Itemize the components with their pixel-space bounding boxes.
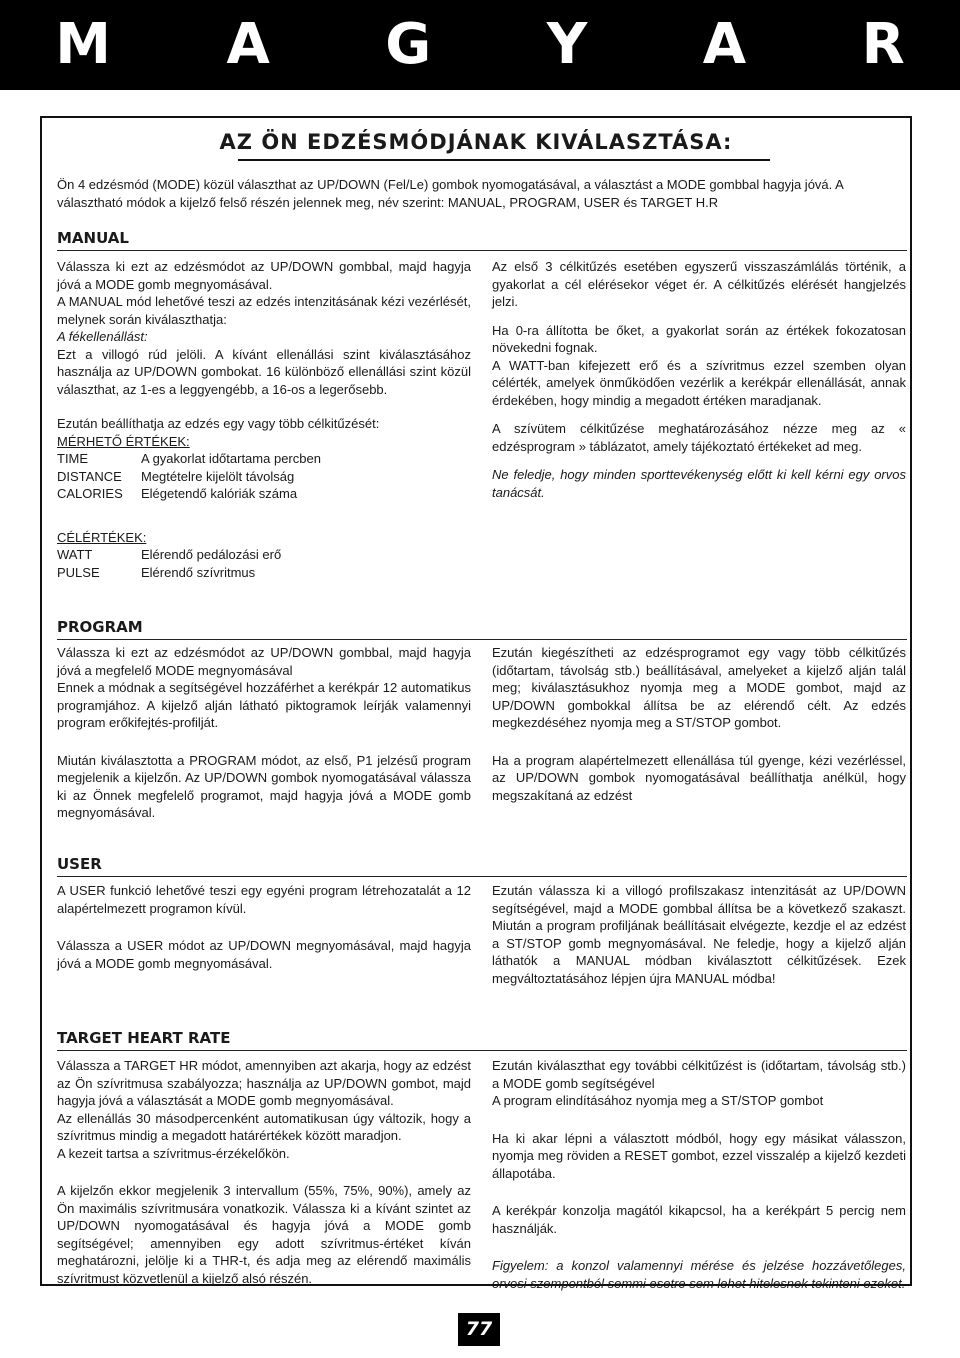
program-left-p2: Ennek a módnak a segítségével hozzáférhet a kerékpár 12 automatikus programjához. A kijelző alján látható piktogramok leírják valamennyi program erőkifejtés-profilját. <box>57 680 471 730</box>
manual-left-column <box>57 258 471 581</box>
target-hr-right-column <box>492 1057 906 1292</box>
target-hr-right-p5-italic: Figyelem: a konzol valamennyi mérése és jelzése hozzávetőleges, orvosi szempontból semmi esetre sem lehet hitelesnek tekinteni ezeket. <box>492 1258 906 1291</box>
manual-left-p3: Ezt a villogó rúd jelöli. A kívánt ellenállási szint kiválasztásához használja az UP/DOWN gombokat. 16 különböző ellenállási szint közül választhat, az 1-es a leggyengébb, a 16-os a legerősebb. <box>57 346 471 397</box>
content-frame <box>40 116 912 1291</box>
user-right-column <box>492 882 906 987</box>
program-right-p2: Ha a program alapértelmezett ellenállása túl gyenge, kézi vezérléssel, az UP/DOWN gombok nyomogatásával beállíthatja anélkül, hogy megszakítaná az edzést <box>492 752 906 803</box>
section-heading-user-label: USER <box>57 855 102 873</box>
section-heading-manual-label: MANUAL <box>57 229 129 247</box>
manual-right-p2: Ha 0-ra állította be őket, a gyakorlat során az értékek fokozatosan növekedni fognak. <box>492 322 906 355</box>
measured-row: DISTANCE Megtételre kijelölt távolság <box>57 468 295 484</box>
program-right-p1: Ezután kiegészítheti az edzésprogramot egy vagy több célkitűzés (időtartam, távolság stb.) beállításával, amelyeket a kijelző alján talál meg; kiválasztásukhoz nyomja meg a MODE gombot, majd az UP/DOWN gombokkal állítsa be az elérendő célt. Az edzés megkezdéséhez nyomja meg a ST/STOP gombot. <box>492 645 906 730</box>
user-left-column <box>57 882 471 972</box>
manual-right-p1: Az első 3 célkitűzés esetében egyszerű visszaszámlálás történik, a gyakorlat a cél elérésekor véget ér. A célkitűzés elérését hangjelzés jelzi. <box>492 259 906 309</box>
manual-left-p2-italic: A fékellenállást: <box>57 329 148 344</box>
user-left-p1: A USER funkció lehetővé teszi egy egyéni program létrehozatalát a 12 alapértelmezett programon kívül. <box>57 883 471 916</box>
section-heading-target-hr-label: TARGET HEART RATE <box>57 1029 231 1047</box>
manual-right-p4: A szívütem célkitűzése meghatározásához nézze meg az « edzésprogram » táblázatot, amely tájékoztató értékeket ad meg. <box>492 421 906 454</box>
program-left-p3: Miután kiválasztotta a PROGRAM módot, az első, P1 jelzésű program megjelenik a kijelzőn. Az UP/DOWN gombok nyomogatásával válassza ki az Önnek megfelelő programot, majd hagyja jóvá a MODE gomb megnyomásával. <box>57 752 471 820</box>
section-heading-program <box>57 617 907 640</box>
measured-values-heading: MÉRHETŐ ÉRTÉKEK: <box>57 433 190 449</box>
page-number-box <box>458 1313 500 1346</box>
target-hr-right-p3: Ha ki akar lépni a választott módból, hogy egy másikat válasszon, nyomja meg röviden a RESET gombot, ezzel visszalép a kijelző kezdeti állapotába. <box>492 1130 906 1181</box>
target-row: WATT Elérendő pedálozási erő <box>57 547 282 562</box>
target-hr-left-p1: Válassza a TARGET HR módot, amennyiben azt akarja, hogy az edzést az Ön szívritmusa szabályozza; használja az UP/DOWN gombot, majd hagyja jóvá a választását a MODE gomb megnyomásával. <box>57 1058 471 1108</box>
target-hr-left-column <box>57 1057 471 1287</box>
manual-left-p4: Ezután beállíthatja az edzés egy vagy több célkitűzését: <box>57 416 380 431</box>
user-right-p1: Ezután válassza ki a villogó profilszakasz intenzitását az UP/DOWN segítségével, majd a MODE gombbal állítsa be a következő szakaszt. Miután a program profiljának beállításait elvégezte, kezdje el az edzést a ST/STOP gomb megnyomásával. Ne feledje, hogy a kijelző alján láthatók a MANUAL módban kiválasztott célkitűzések. Ezek megváltoztatásához lépjen újra MANUAL módba! <box>492 883 906 986</box>
target-hr-right-p4: A kerékpár konzolja magától kikapcsol, ha a kerékpárt 5 percig nem használják. <box>492 1203 906 1236</box>
manual-right-p5-italic: Ne feledje, hogy minden sporttevékenység előtt ki kell kérni egy orvos tanácsát. <box>492 467 906 500</box>
main-title: AZ ÖN EDZÉSMÓDJÁNAK KIVÁLASZTÁSA: <box>219 130 733 154</box>
section-heading-manual <box>57 228 907 251</box>
section-heading-user <box>57 854 907 877</box>
target-hr-left-p2: Az ellenállás 30 másodpercenként automatikusan úgy változik, hogy a szívritmus mindig a megadott határértékek között maradjon. <box>57 1110 471 1143</box>
manual-left-p2: A MANUAL mód lehetővé teszi az edzés intenzitásának kézi vezérlését, melynek során kiválaszthatja: <box>57 294 471 327</box>
program-left-p1: Válassza ki ezt az edzésmódot az UP/DOWN gombbal, majd hagyja jóvá a megfelelő MODE megnyomásával <box>57 645 471 678</box>
manual-right-p3: A WATT-ban kifejezett erő és a szívritmus ezzel szemben olyan célérték, amelyek önműködően vezérlik a kerékpár ellenállását, annak érdekében, hogy mindig a megadott értéken maradjanak. <box>492 357 906 408</box>
measured-row: CALORIES Elégetendő kalóriák száma <box>57 486 298 501</box>
intro-text: Ön 4 edzésmód (MODE) közül választhat az UP/DOWN (Fel/Le) gombok nyomogatásával, a választást a MODE gombbal hagyja jóvá. A választható módok a kijelző felső részén jelennek meg, név szerint: MANUAL, PROGRAM, USER és TARGET H.R <box>57 177 844 210</box>
target-row: PULSE Elérendő szívritmus <box>57 564 256 580</box>
section-heading-program-label: PROGRAM <box>57 618 143 636</box>
measured-row: TIME A gyakorlat időtartama percben <box>57 451 321 466</box>
target-hr-left-p4: A kijelzőn ekkor megjelenik 3 intervallum (55%, 75%, 90%), amely az Ön maximális szívritmusára vonatkozik. Válassza ki a kívánt szintet az UP/DOWN nyomogatásával és hagyja jóvá a MODE gomb segítségével; amennyiben egy adott szívritmus-értéket kíván meghatározni, jelölje ki a THR-t, és adja meg az elérendő maximális szívritmust közvetlenül a kijelző alsó részén. <box>57 1183 471 1286</box>
target-hr-right-p2: A program elindításához nyomja meg a ST/STOP gombot <box>492 1093 824 1108</box>
target-hr-right-p1: Ezután kiválaszthat egy további célkitűzést is (időtartam, távolság stb.) a MODE gomb segítségével <box>492 1058 906 1091</box>
page-number: 77 <box>465 1318 493 1340</box>
manual-right-column <box>492 258 906 501</box>
language-title: M A G Y A R <box>55 12 953 77</box>
section-heading-target-hr <box>57 1028 907 1051</box>
target-values-heading: CÉLÉRTÉKEK: <box>57 529 147 545</box>
user-left-p2: Válassza a USER módot az UP/DOWN megnyomásával, majd hagyja jóvá a MODE gomb megnyomásával. <box>57 938 471 971</box>
title-underline <box>238 159 770 161</box>
target-hr-left-p3: A kezeit tartsa a szívritmus-érzékelőkön. <box>57 1145 290 1161</box>
program-right-column <box>492 644 906 804</box>
manual-left-p1: Válassza ki ezt az edzésmódot az UP/DOWN gombbal, majd hagyja jóvá a MODE gomb megnyomásával. <box>57 259 471 292</box>
program-left-column <box>57 644 471 822</box>
